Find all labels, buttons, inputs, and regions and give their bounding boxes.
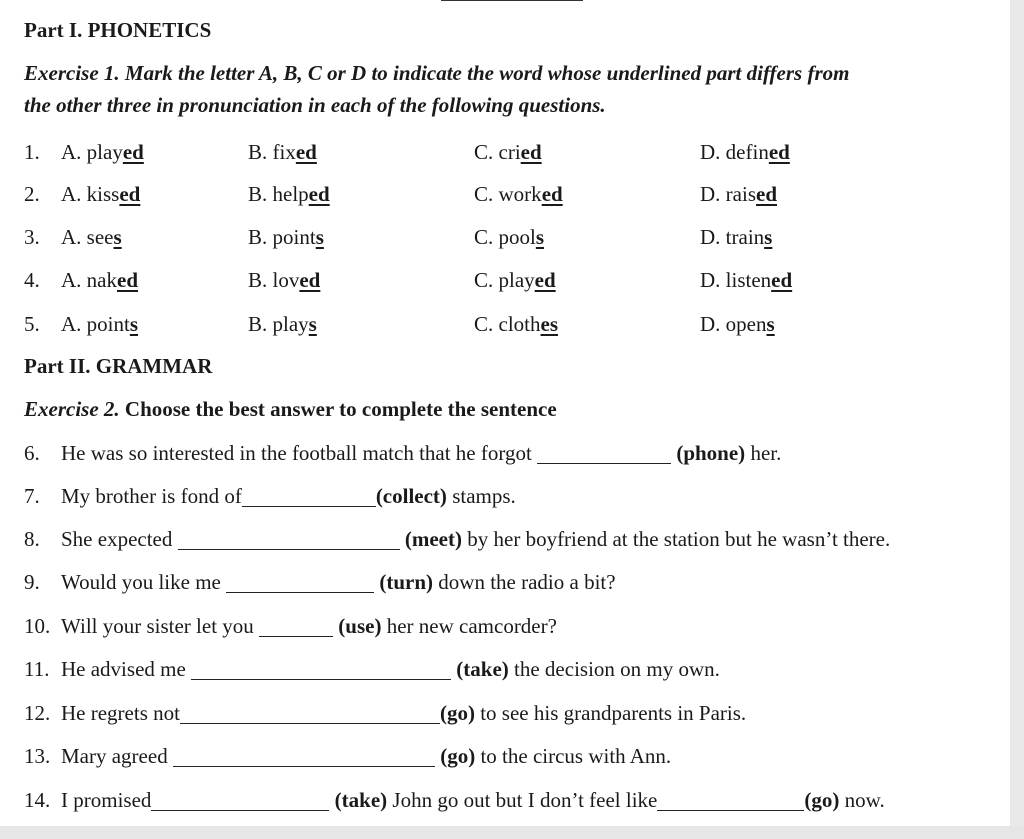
- answer-option[interactable]: [474, 268, 556, 293]
- question-sentence: [61, 527, 890, 552]
- exercise2-label: Exercise 2.: [24, 397, 120, 421]
- verb-hint: (go): [804, 788, 840, 812]
- underlined-part: s: [535, 225, 545, 249]
- option-label: A.: [61, 182, 87, 206]
- underlined-part: ed: [756, 182, 777, 206]
- option-word-stem: help: [272, 182, 309, 206]
- verb-hint: (go): [440, 744, 476, 768]
- part2-heading: Part II. GRAMMAR: [24, 354, 213, 378]
- answer-option[interactable]: [700, 140, 790, 165]
- option-word-stem: listen: [725, 268, 772, 292]
- verb-hint: (use): [338, 614, 382, 638]
- answer-blank[interactable]: [173, 746, 435, 767]
- option-word-stem: rais: [725, 182, 756, 206]
- question-sentence: [61, 788, 885, 813]
- option-label: B.: [248, 140, 273, 164]
- option-word-stem: play: [272, 312, 309, 336]
- answer-blank[interactable]: [657, 790, 804, 811]
- option-label: B.: [248, 312, 273, 336]
- answer-option[interactable]: [474, 225, 544, 250]
- exercise1-instructions-line2: the other three in pronunciation in each of the following questions.: [24, 93, 606, 117]
- exercise1-instructions-line1: Exercise 1. Mark the letter A, B, C or D to indicate the word whose underlined part differs from: [24, 61, 850, 85]
- underlined-part: ed: [520, 140, 542, 164]
- question-number: 5.: [24, 312, 40, 336]
- question-sentence: [61, 657, 720, 682]
- answer-blank[interactable]: [242, 486, 376, 507]
- option-label: A.: [61, 140, 87, 164]
- sentence-text: to see his grandparents in Paris.: [474, 701, 747, 725]
- answer-option[interactable]: [61, 225, 122, 250]
- answer-option[interactable]: [700, 268, 792, 293]
- answer-blank[interactable]: [537, 443, 671, 464]
- question-sentence: [61, 614, 557, 639]
- underlined-part: ed: [308, 182, 330, 206]
- option-word-stem: point: [272, 225, 316, 249]
- answer-blank[interactable]: [178, 529, 400, 550]
- answer-blank[interactable]: [191, 659, 451, 680]
- question-number: 1.: [24, 140, 40, 164]
- verb-hint: (go): [439, 701, 475, 725]
- question-number: 6.: [24, 441, 40, 465]
- sentence-text: He was so interested in the football match that he forgot: [61, 441, 538, 465]
- sentence-text: She expected: [61, 527, 178, 551]
- option-word-stem: open: [725, 312, 767, 336]
- verb-hint: (take): [334, 788, 388, 812]
- question-number: 4.: [24, 268, 40, 292]
- part1-heading: Part I. PHONETICS: [24, 18, 212, 42]
- underlined-part: s: [129, 312, 139, 336]
- answer-blank[interactable]: [151, 790, 329, 811]
- sentence-text: Would you like me: [61, 570, 227, 594]
- top-divider: [441, 0, 583, 1]
- underlined-part: s: [764, 225, 773, 249]
- answer-option[interactable]: [248, 140, 317, 165]
- sentence-text: the decision on my own.: [508, 657, 720, 681]
- option-word-stem: point: [86, 312, 130, 336]
- sentence-text: stamps.: [446, 484, 516, 508]
- sentence-text: to the circus with Ann.: [475, 744, 672, 768]
- underlined-part: ed: [119, 182, 141, 206]
- option-label: C.: [474, 140, 499, 164]
- option-word-stem: train: [725, 225, 765, 249]
- bottom-gutter: [0, 826, 1024, 839]
- question-number: 13.: [24, 744, 51, 768]
- option-label: C.: [474, 312, 499, 336]
- option-label: D.: [700, 225, 726, 249]
- question-number: 9.: [24, 570, 40, 594]
- underlined-part: s: [308, 312, 317, 336]
- option-label: C.: [474, 225, 499, 249]
- option-word-stem: lov: [272, 268, 300, 292]
- verb-hint: (collect): [375, 484, 447, 508]
- answer-option[interactable]: [248, 182, 330, 207]
- scroll-gutter: [1010, 0, 1024, 839]
- underlined-part: ed: [122, 140, 144, 164]
- underlined-part: ed: [117, 268, 138, 292]
- sentence-text: her new camcorder?: [381, 614, 557, 638]
- answer-option[interactable]: [474, 182, 563, 207]
- exercise2-instructions: [24, 397, 557, 422]
- option-label: B.: [248, 225, 273, 249]
- underlined-part: ed: [768, 140, 790, 164]
- option-word-stem: kiss: [86, 182, 120, 206]
- underlined-part: ed: [534, 268, 556, 292]
- answer-option[interactable]: [474, 140, 542, 165]
- underlined-part: es: [540, 312, 559, 336]
- answer-option[interactable]: [61, 182, 140, 207]
- option-word-stem: play: [498, 268, 535, 292]
- verb-hint: (turn): [379, 570, 434, 594]
- exercise2-title: Choose the best answer to complete the sentence: [119, 397, 557, 421]
- option-label: C.: [474, 268, 499, 292]
- answer-option[interactable]: [474, 312, 558, 337]
- sentence-text: down the radio a bit?: [433, 570, 616, 594]
- verb-hint: (phone): [676, 441, 746, 465]
- underlined-part: ed: [771, 268, 793, 292]
- sentence-text: Will your sister let you: [61, 614, 260, 638]
- option-label: C.: [474, 182, 499, 206]
- underlined-part: ed: [541, 182, 563, 206]
- sentence-text: He advised me: [61, 657, 192, 681]
- question-sentence: [61, 484, 516, 509]
- option-word-stem: cloth: [498, 312, 541, 336]
- option-label: B.: [248, 182, 273, 206]
- answer-blank[interactable]: [226, 572, 374, 593]
- sentence-text: He regrets not: [61, 701, 180, 725]
- option-label: A.: [61, 225, 87, 249]
- answer-option[interactable]: [248, 312, 317, 337]
- underlined-part: s: [113, 225, 122, 249]
- verb-hint: (take): [456, 657, 509, 681]
- question-sentence: [61, 570, 616, 595]
- sentence-text: by her boyfriend at the station but he wasn’t there.: [462, 527, 891, 551]
- sentence-text: now.: [839, 788, 885, 812]
- question-number: 10.: [24, 614, 51, 638]
- answer-option[interactable]: [248, 268, 320, 293]
- question-sentence: [61, 744, 671, 769]
- sentence-text: her.: [745, 441, 782, 465]
- underlined-part: ed: [295, 140, 317, 164]
- option-word-stem: work: [498, 182, 542, 206]
- underlined-part: ed: [299, 268, 321, 292]
- sentence-text: John go out but I don’t feel like: [387, 788, 658, 812]
- option-word-stem: fix: [272, 140, 296, 164]
- option-word-stem: play: [86, 140, 123, 164]
- question-sentence: [61, 441, 781, 466]
- option-label: A.: [61, 268, 87, 292]
- option-label: A.: [61, 312, 87, 336]
- option-label: D.: [700, 312, 726, 336]
- question-number: 2.: [24, 182, 40, 206]
- answer-option[interactable]: [700, 182, 777, 207]
- answer-option[interactable]: [61, 312, 138, 337]
- sentence-text: I promised: [61, 788, 152, 812]
- underlined-part: s: [766, 312, 775, 336]
- option-word-stem: cri: [498, 140, 521, 164]
- question-number: 14.: [24, 788, 51, 812]
- sentence-text: Mary agreed: [61, 744, 173, 768]
- answer-option[interactable]: [61, 268, 138, 293]
- option-word-stem: see: [86, 225, 114, 249]
- option-label: D.: [700, 140, 726, 164]
- answer-blank[interactable]: [180, 703, 440, 724]
- question-number: 7.: [24, 484, 40, 508]
- option-word-stem: pool: [498, 225, 536, 249]
- question-number: 8.: [24, 527, 40, 551]
- answer-option[interactable]: [61, 140, 144, 165]
- answer-blank[interactable]: [259, 616, 333, 637]
- option-label: D.: [700, 182, 726, 206]
- sentence-text: My brother is fond of: [61, 484, 242, 508]
- verb-hint: (meet): [404, 527, 462, 551]
- answer-option[interactable]: [700, 225, 772, 250]
- answer-option[interactable]: [700, 312, 775, 337]
- underlined-part: s: [315, 225, 324, 249]
- answer-option[interactable]: [248, 225, 324, 250]
- question-number: 12.: [24, 701, 51, 725]
- option-word-stem: nak: [86, 268, 117, 292]
- option-word-stem: defin: [725, 140, 769, 164]
- question-sentence: [61, 701, 746, 726]
- question-number: 3.: [24, 225, 40, 249]
- option-label: B.: [248, 268, 273, 292]
- option-label: D.: [700, 268, 726, 292]
- question-number: 11.: [24, 657, 50, 681]
